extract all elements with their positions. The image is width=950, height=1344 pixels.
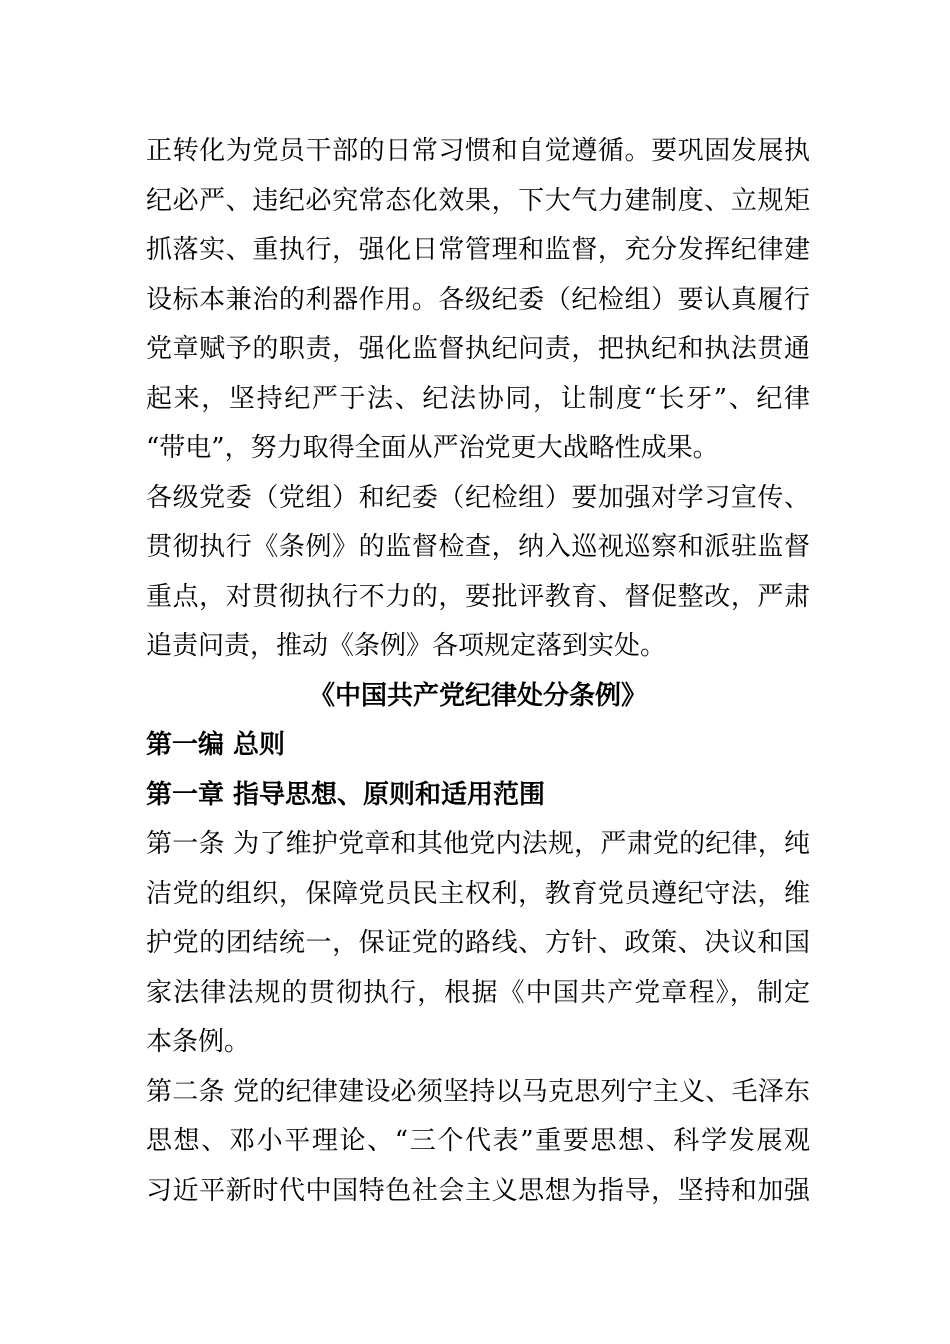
paragraph-continuation bbox=[146, 127, 810, 474]
text-line: 追责问责，推动《条例》各项规定落到实处。 bbox=[146, 631, 667, 661]
text-line: 重点，对贯彻执行不力的，要批评教育、督促整改，严肃 bbox=[146, 581, 810, 612]
text-line: 家法律法规的贯彻执行，根据《中国共产党章程》，制定 bbox=[146, 977, 810, 1008]
part-heading: 第一编 总则 bbox=[146, 730, 286, 760]
chapter-heading: 第一章 指导思想、原则和适用范围 bbox=[146, 779, 546, 810]
document-title: 《中国共产党纪律处分条例》 bbox=[308, 680, 647, 711]
text-line: 抓落实、重执行，强化日常管理和监督，充分发挥纪律建 bbox=[146, 235, 810, 265]
text-line: 正转化为党员干部的日常习惯和自觉遵循。要巩固发展执 bbox=[146, 136, 810, 166]
text-line: 设标本兼治的利器作用。各级纪委（纪检组）要认真履行 bbox=[146, 284, 810, 315]
text-line: 各级党委（党组）和纪委（纪检组）要加强对学习宣传、 bbox=[146, 482, 810, 513]
article-2 bbox=[146, 1068, 810, 1217]
document-body bbox=[146, 127, 810, 1216]
text-line: “带电”，努力取得全面从严治党更大战略性成果。 bbox=[146, 433, 719, 463]
text-line: 纪必严、违纪必究常态化效果，下大气力建制度、立规矩 bbox=[146, 185, 810, 216]
text-line: 思想、邓小平理论、“三个代表”重要思想、科学发展观 bbox=[146, 1126, 810, 1156]
text-line: 起来，坚持纪严于法、纪法协同，让制度“长牙”、纪律 bbox=[146, 383, 810, 414]
paragraph-supervision bbox=[146, 474, 810, 672]
text-line: 第一条 为了维护党章和其他党内法规，严肃党的纪律，纯 bbox=[146, 829, 810, 859]
text-line: 党章赋予的职责，强化监督执纪问责，把执纪和执法贯通 bbox=[146, 334, 810, 364]
article-1 bbox=[146, 820, 810, 1068]
text-line: 护党的团结统一，保证党的路线、方针、政策、决议和国 bbox=[146, 928, 810, 958]
text-line: 第二条 党的纪律建设必须坚持以马克思列宁主义、毛泽东 bbox=[146, 1076, 810, 1107]
text-line: 本条例。 bbox=[146, 1027, 251, 1057]
text-line: 贯彻执行《条例》的监督检查，纳入巡视巡察和派驻监督 bbox=[146, 532, 810, 562]
text-line: 洁党的组织，保障党员民主权利，教育党员遵纪守法，维 bbox=[146, 878, 810, 909]
text-line: 习近平新时代中国特色社会主义思想为指导，坚持和加强 bbox=[146, 1175, 810, 1206]
